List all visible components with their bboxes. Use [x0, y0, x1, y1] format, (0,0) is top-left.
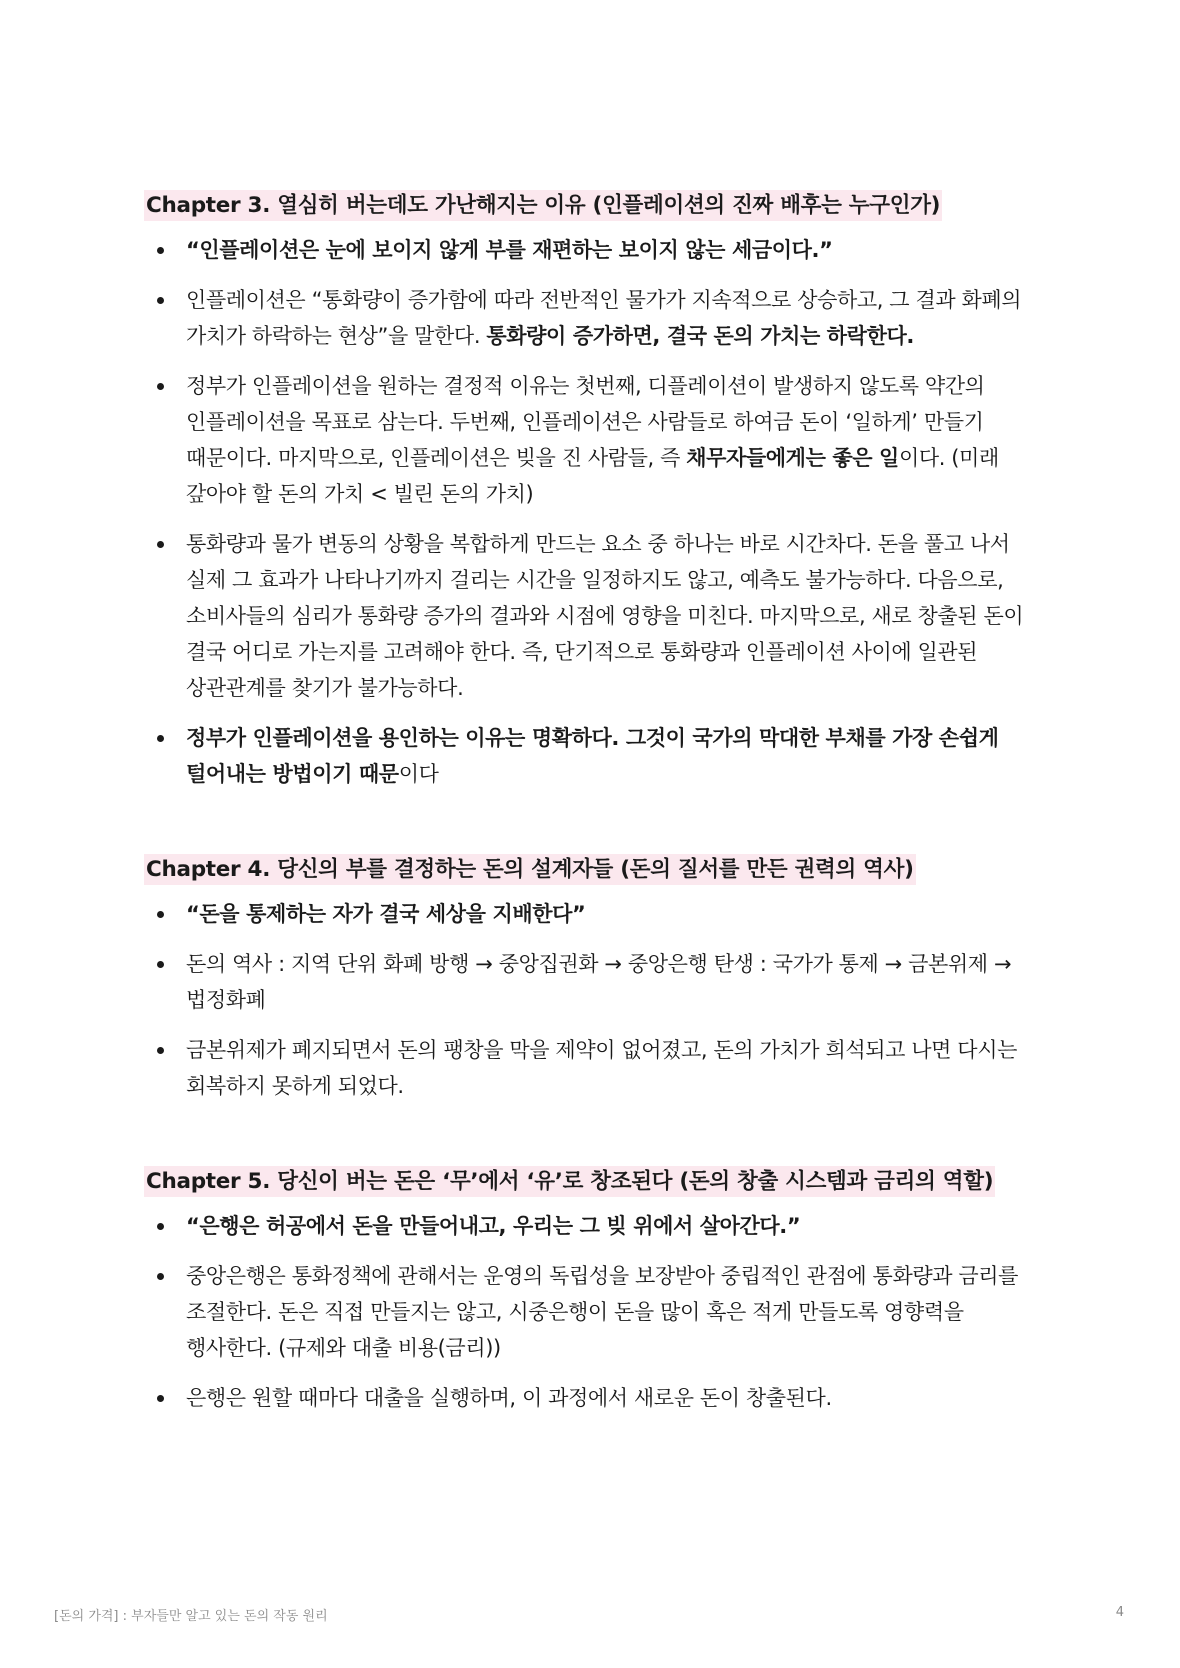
bullet-item: 인플레이션은 “통화량이 증가함에 따라 전반적인 물가가 지속적으로 상승하고, 그 결과 화폐의 가치가 하락하는 현상”을 말한다. 통화량이 증가하면, 결국 돈의 가치는 하락한다.	[144, 282, 1044, 354]
chapter-title: Chapter 5. 당신이 버는 돈은 ‘무’에서 ‘유’로 창조된다 (돈의 창출 시스템과 금리의 역할)	[144, 1166, 995, 1197]
bullet-item: 정부가 인플레이션을 용인하는 이유는 명확하다. 그것이 국가의 막대한 부채를 가장 손쉽게 털어내는 방법이기 때문이다	[144, 720, 1044, 792]
footer-title: [돈의 가격] : 부자들만 알고 있는 돈의 작동 원리	[54, 1609, 328, 1624]
bullet-item: 은행은 원할 때마다 대출을 실행하며, 이 과정에서 새로운 돈이 창출된다.	[144, 1380, 1044, 1416]
bullet-item: “은행은 허공에서 돈을 만들어내고, 우리는 그 빚 위에서 살아간다.”	[144, 1208, 1044, 1244]
chapter-5-section	[144, 1162, 1044, 1416]
bullet-list	[144, 1208, 1044, 1416]
page-number: 4	[1115, 1605, 1124, 1620]
bullet-item: “인플레이션은 눈에 보이지 않게 부를 재편하는 보이지 않는 세금이다.”	[144, 232, 1044, 268]
bullet-item: 중앙은행은 통화정책에 관해서는 운영의 독립성을 보장받아 중립적인 관점에 통화량과 금리를 조절한다. 돈은 직접 만들지는 않고, 시중은행이 돈을 많이 혹은 적게 만들도록 영향력을 행사한다. (규제와 대출 비용(금리))	[144, 1258, 1044, 1366]
bullet-item: “돈을 통제하는 자가 결국 세상을 지배한다”	[144, 896, 1044, 932]
bullet-item: 정부가 인플레이션을 원하는 결정적 이유는 첫번째, 디플레이션이 발생하지 않도록 약간의 인플레이션을 목표로 삼는다. 두번째, 인플레이션은 사람들로 하여금 돈이 ‘일하게’ 만들기 때문이다. 마지막으로, 인플레이션은 빚을 진 사람들, 즉 채무자들에게는 좋은 일이다. (미래 갚아야 할 돈의 가치 < 빌린 돈의 가치)	[144, 368, 1044, 512]
chapter-4-section	[144, 850, 1044, 1104]
bullet-item: 통화량과 물가 변동의 상황을 복합하게 만드는 요소 중 하나는 바로 시간차다. 돈을 풀고 나서 실제 그 효과가 나타나기까지 걸리는 시간을 일정하지도 않고, 예측도 불가능하다. 다음으로, 소비사들의 심리가 통화량 증가의 결과와 시점에 영향을 미친다. 마지막으로, 새로 창출된 돈이 결국 어디로 가는지를 고려해야 한다. 즉, 단기적으로 통화량과 인플레이션 사이에 일관된 상관관계를 찾기가 불가능하다.	[144, 526, 1044, 706]
bullet-item: 금본위제가 폐지되면서 돈의 팽창을 막을 제약이 없어졌고, 돈의 가치가 희석되고 나면 다시는 회복하지 못하게 되었다.	[144, 1032, 1044, 1104]
chapter-title: Chapter 4. 당신의 부를 결정하는 돈의 설계자들 (돈의 질서를 만든 권력의 역사)	[144, 854, 916, 885]
document-body	[144, 186, 1044, 1430]
page-footer	[54, 1605, 1124, 1624]
chapter-3-section	[144, 186, 1044, 792]
bullet-item: 돈의 역사 : 지역 단위 화폐 방행 → 중앙집권화 → 중앙은행 탄생 : 국가가 통제 → 금본위제 → 법정화폐	[144, 946, 1044, 1018]
chapter-title: Chapter 3. 열심히 버는데도 가난해지는 이유 (인플레이션의 진짜 배후는 누구인가)	[144, 190, 942, 221]
bullet-list	[144, 896, 1044, 1104]
bullet-list	[144, 232, 1044, 792]
